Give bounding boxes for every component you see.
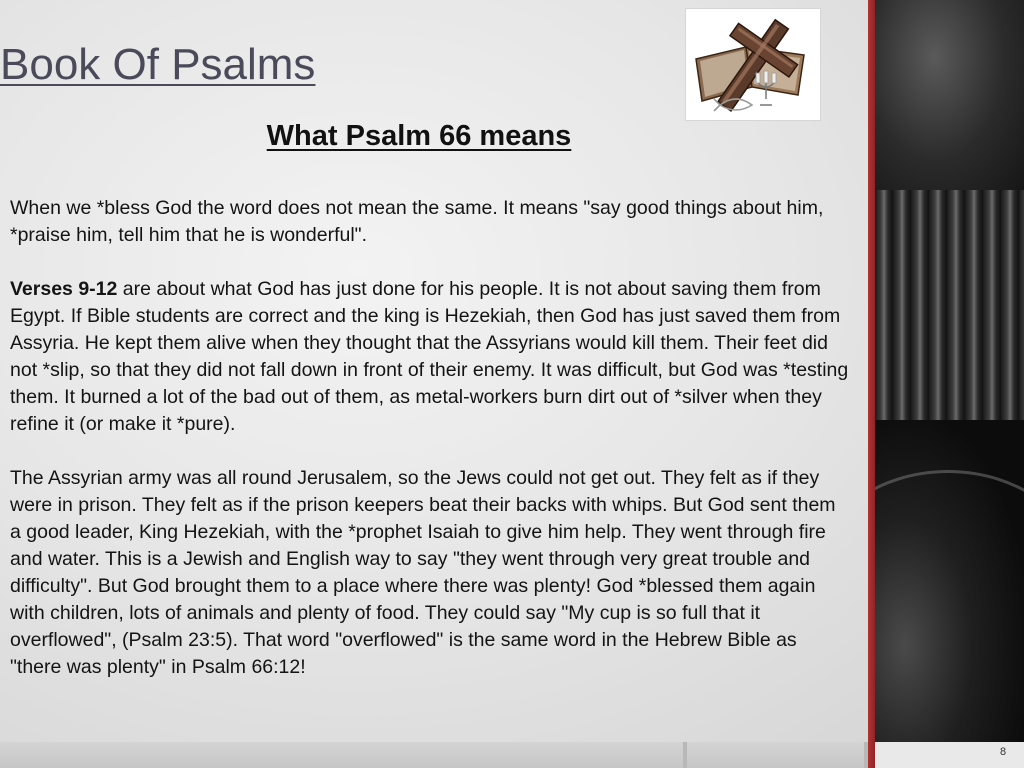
slide-title: Book Of Psalms	[0, 40, 316, 89]
red-accent-bar	[868, 0, 875, 768]
bottom-band	[0, 742, 868, 768]
verses-reference: Verses 9-12	[10, 278, 118, 300]
panel-top-shading	[875, 0, 1024, 190]
paragraph-bless: When we *bless God the word does not mean the same. It means "say good things about him, *praise him, tell him that he is wonderful".	[10, 197, 824, 246]
paragraph-assyrian-army: The Assyrian army was all round Jerusalem, so the Jews could not get out. They felt as if they were in prison. They felt as if the prison keepers beat their backs with whips. But God sent them a good leader, King Hezekiah, with the *prophet Isaiah to give him help. They went through fire and water. This is a Jewish and English way to say "they went through very great trouble and difficulty". But God brought them to a place where there was plenty! God *blessed them again with children, lots of animals and plenty of food. They could say "My cup is so full that it overflowed", (Psalm 23:5). That word "overflowed" is the same word in the Hebrew Bible as "there was plenty" in Psalm 66:12!	[10, 467, 836, 678]
decorative-side-panel	[875, 0, 1024, 768]
bible-cross-candles-icon	[686, 9, 820, 120]
bible-cross-picture	[685, 8, 821, 121]
bottom-band-divider	[683, 742, 687, 768]
slide-body	[10, 195, 850, 708]
panel-curve	[875, 470, 1024, 676]
slide-subtitle: What Psalm 66 means	[266, 120, 572, 152]
verses-text: are about what God has just done for his people. It is not about saving them from Egypt. If Bible students are correct and the king is Hezekiah, then God has just saved them from Assyria. He kept them alive when they thought that the Assyrians would kill them. Their feet did not *slip, so that they did not fall down in front of their enemy. It was difficult, but God was *testing them. It burned a lot of the bad out of them, as metal-workers burn dirt out of *silver when they refine it (or make it *pure).	[10, 278, 849, 435]
panel-pleats	[875, 190, 1024, 420]
paragraph-verses	[10, 276, 850, 438]
slide-number: 8	[1000, 746, 1007, 758]
